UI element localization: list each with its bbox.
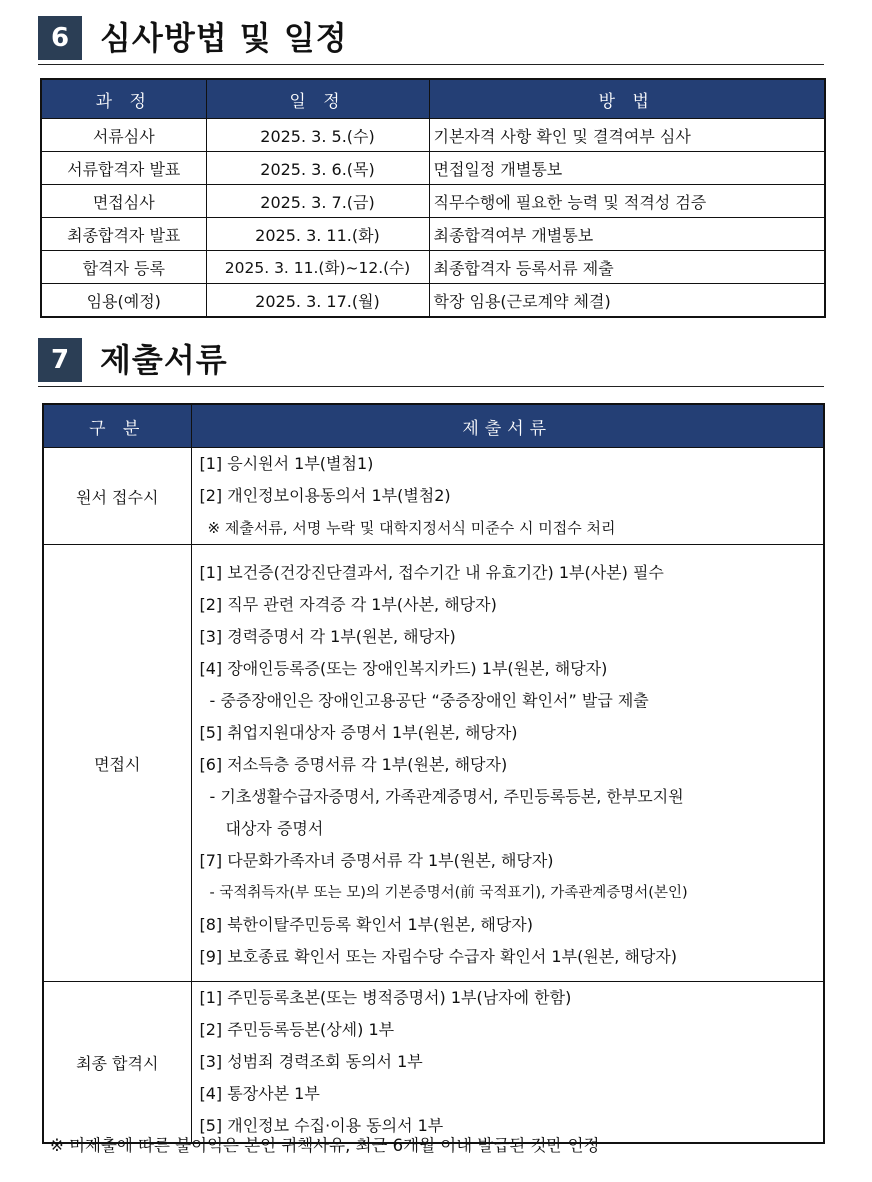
schedule-cell: 2025. 3. 11.(화)~12.(수) [206,251,429,284]
method-cell: 직무수행에 필요한 능력 및 적격성 검증 [429,185,825,218]
list-item: [1] 응시원서 1부(별첨1) [199,454,374,473]
list-item: [1] 보건증(건강진단결과서, 접수기간 내 유효기간) 1부(사본) 필수 [199,563,664,582]
list-item: [5] 개인정보 수집·이용 동의서 1부 [199,1116,444,1135]
schedule-cell: 2025. 3. 11.(화) [206,218,429,251]
table-row [43,982,824,1144]
section-7-heading [38,336,824,387]
schedule-cell: 2025. 3. 17.(월) [206,284,429,318]
process-cell: 서류합격자 발표 [41,152,206,185]
list-item: [6] 저소득층 증명서류 각 1부(원본, 해당자) [199,755,508,774]
list-item: ※ 제출서류, 서명 누락 및 대학지정서식 미준수 시 미접수 처리 [207,519,616,537]
list-item: [4] 통장사본 1부 [199,1084,320,1103]
list-item: [2] 개인정보이용동의서 1부(별첨2) [199,486,451,505]
method-cell: 최종합격여부 개별통보 [429,218,825,251]
header-schedule: 일 정 [206,79,429,119]
schedule-cell: 2025. 3. 6.(목) [206,152,429,185]
process-cell: 서류심사 [41,119,206,152]
list-item: [3] 경력증명서 각 1부(원본, 해당자) [199,627,456,646]
table-row [41,152,825,185]
category-cell: 최종 합격시 [43,982,191,1144]
section-7-title: 제출서류 [100,341,228,379]
documents-table [42,403,825,1144]
documents-cell [191,982,824,1144]
category-cell: 원서 접수시 [43,448,191,545]
method-cell: 기본자격 사항 확인 및 결격여부 심사 [429,119,825,152]
schedule-cell: 2025. 3. 5.(수) [206,119,429,152]
section-6-number: 6 [38,16,82,60]
header-category: 구 분 [43,404,191,448]
list-item: - 중증장애인은 장애인고용공단 “중증장애인 확인서” 발급 제출 [209,691,649,710]
list-item: [7] 다문화가족자녀 증명서류 각 1부(원본, 해당자) [199,851,554,870]
list-item: [8] 북한이탈주민등록 확인서 1부(원본, 해당자) [199,915,534,934]
process-cell: 임용(예정) [41,284,206,318]
section-6-title: 심사방법 및 일정 [100,19,348,57]
process-cell: 합격자 등록 [41,251,206,284]
list-item: [5] 취업지원대상자 증명서 1부(원본, 해당자) [199,723,518,742]
method-cell: 학장 임용(근로계약 체결) [429,284,825,318]
list-item: [1] 주민등록초본(또는 병적증명서) 1부(남자에 한함) [199,988,572,1007]
list-item: [9] 보호종료 확인서 또는 자립수당 수급자 확인서 1부(원본, 해당자) [199,947,678,966]
list-item: [3] 성범죄 경력조회 동의서 1부 [199,1052,423,1071]
list-item: [4] 장애인등록증(또는 장애인복지카드) 1부(원본, 해당자) [199,659,608,678]
list-item: 대상자 증명서 [225,819,324,838]
schedule-table-header [41,79,825,119]
table-row [41,251,825,284]
table-row [41,218,825,251]
table-row [41,284,825,318]
documents-cell [191,448,824,545]
category-cell: 면접시 [43,545,191,982]
header-method: 방 법 [429,79,825,119]
method-cell: 최종합격자 등록서류 제출 [429,251,825,284]
list-item: [2] 직무 관련 자격증 각 1부(사본, 해당자) [199,595,497,614]
process-cell: 면접심사 [41,185,206,218]
table-row [41,119,825,152]
list-item: - 국적취득자(부 또는 모)의 기본증명서(前 국적표기), 가족관계증명서(본인) [209,885,688,901]
list-item: [2] 주민등록등본(상세) 1부 [199,1020,395,1039]
process-cell: 최종합격자 발표 [41,218,206,251]
table-row [43,545,824,982]
list-item: - 기초생활수급자증명서, 가족관계증명서, 주민등록등본, 한부모지원 [209,787,684,806]
method-cell: 면접일정 개별통보 [429,152,825,185]
table-row [41,185,825,218]
schedule-cell: 2025. 3. 7.(금) [206,185,429,218]
footnote: ※ 미제출에 따른 불이익은 본인 귀책사유, 최근 6개월 이내 발급된 것만 인정 [50,1136,600,1155]
section-6-heading [38,14,824,65]
documents-cell [191,545,824,982]
schedule-table [40,78,826,318]
header-process: 과 정 [41,79,206,119]
table-row [43,448,824,545]
documents-table-header [43,404,824,448]
header-documents: 제출서류 [191,404,824,448]
section-7-number: 7 [38,338,82,382]
